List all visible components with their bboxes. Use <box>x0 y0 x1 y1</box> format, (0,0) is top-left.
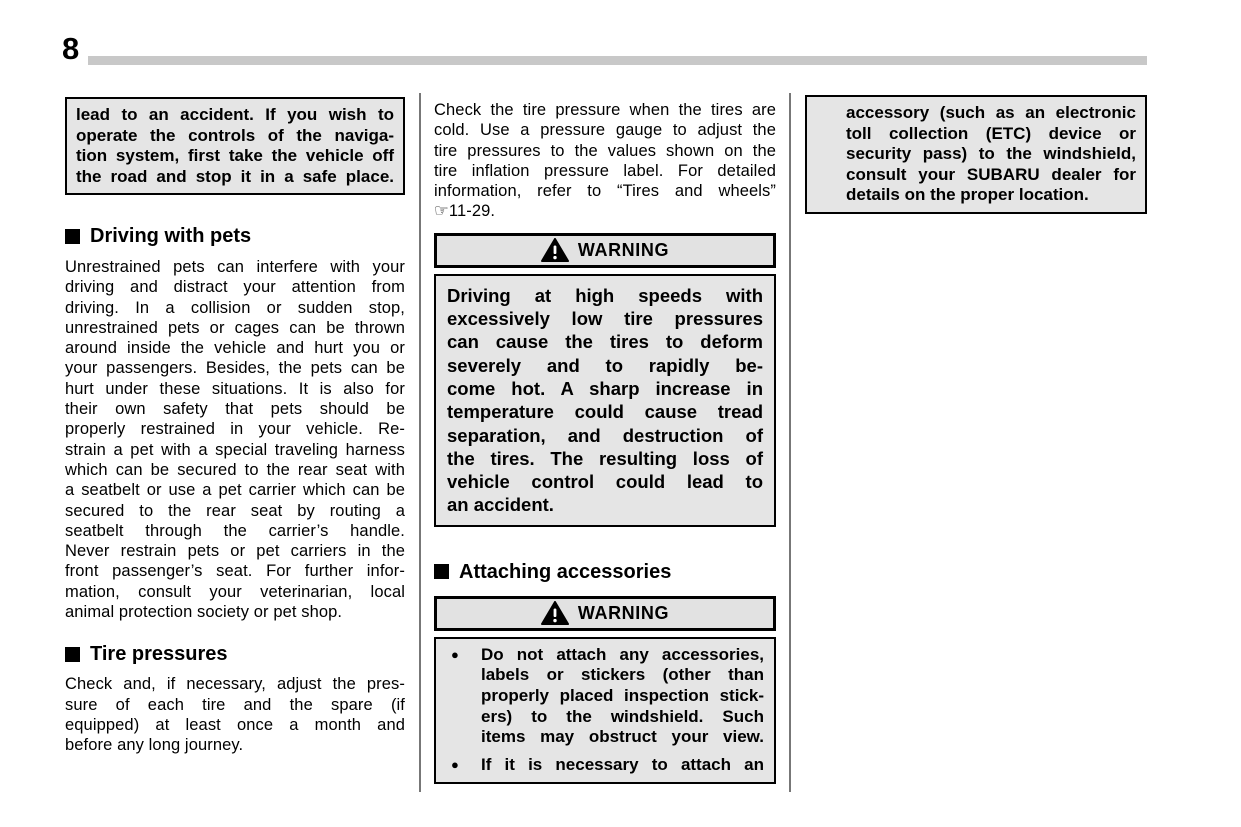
section-heading-tire-pressures <box>65 642 405 666</box>
warning-bullet-item <box>444 645 764 748</box>
bullet-text: If it is necessary to attach an <box>481 754 764 774</box>
section-heading-label: Driving with pets <box>90 225 252 247</box>
bullet-text: Do not attach any accessories, labels or stickers (other than properly placed inspection stick- ers) to the windshield. Such items may obstruct your view. <box>481 644 764 747</box>
continuation-accessory-box: accessory (such as an electronic toll collection (ETC) device or security pass) to the windshield, consult your SUBARU dealer for details on the proper location. <box>805 95 1147 214</box>
header-rule <box>88 56 1147 65</box>
left-column <box>65 97 405 756</box>
column-divider-left <box>419 93 421 792</box>
tire-pressure-intro-paragraph: Check the tire pressure when the tires are cold. Use a pressure gauge to adjust the tire pressures to the values shown on the tire inflation pressure label. For detailed information, refer to “Tires and wheels” ☞11-29. <box>434 101 776 221</box>
bullet-icon <box>444 755 481 776</box>
warning-label: WARNING <box>577 602 670 623</box>
warning-triangle-icon <box>541 238 569 263</box>
warning-box-accessories <box>434 637 776 785</box>
square-bullet-icon <box>434 564 449 579</box>
bullet-icon <box>444 645 481 748</box>
right-column <box>805 95 1147 214</box>
warning-box-tire-pressure: Driving at high speeds with excessively low tire pressures can cause the tires to deform severely and to rapidly be- come hot. A sharp increase in temperature could cause tread separation, and destruction of the tires. The resulting loss of vehicle control could lead to an accident. <box>434 274 776 527</box>
section-heading-label: Tire pressures <box>90 643 228 666</box>
warning-header-accessories <box>434 596 776 631</box>
square-bullet-icon <box>65 647 80 662</box>
page-number: 8 <box>62 31 80 66</box>
warning-bullet-item <box>444 755 764 776</box>
tire-pressures-paragraph: Check and, if necessary, adjust the pres- sure of each tire and the spare (if equipped) at least once a month and before any long journey. <box>65 675 405 755</box>
driving-with-pets-paragraph: Unrestrained pets can interfere with your driving and distract your attention from driving. In a collision or sudden stop, unrestrained pets or cages can be thrown around inside the vehicle and hurt you or your passengers. Besides, the pets can be hurt under these situations. It is also for their own safety that pets should be properly restrained in your vehicle. Re- strain a pet with a special traveling harness which can be secured to the rear seat with a seatbelt or use a pet carrier which can be secured to the rear seat by routing a seatbelt through the carrier’s handle. Never restrain pets or pet carriers in the front passenger’s seat. For further infor- mation, consult your veterinarian, local animal protection society or pet shop. <box>65 258 405 622</box>
section-heading-driving-with-pets <box>65 224 405 248</box>
section-heading-attaching-accessories <box>434 560 776 584</box>
warning-header-tire-pressure <box>434 233 776 268</box>
column-divider-right <box>789 93 791 792</box>
square-bullet-icon <box>65 229 80 244</box>
warning-label: WARNING <box>577 239 670 260</box>
warning-triangle-icon <box>541 601 569 626</box>
middle-column <box>434 100 776 784</box>
section-heading-label: Attaching accessories <box>459 560 672 583</box>
continuation-note-box: lead to an accident. If you wish to operate the controls of the naviga- tion system, first take the vehicle off the road and stop it in a safe place. <box>65 97 405 195</box>
